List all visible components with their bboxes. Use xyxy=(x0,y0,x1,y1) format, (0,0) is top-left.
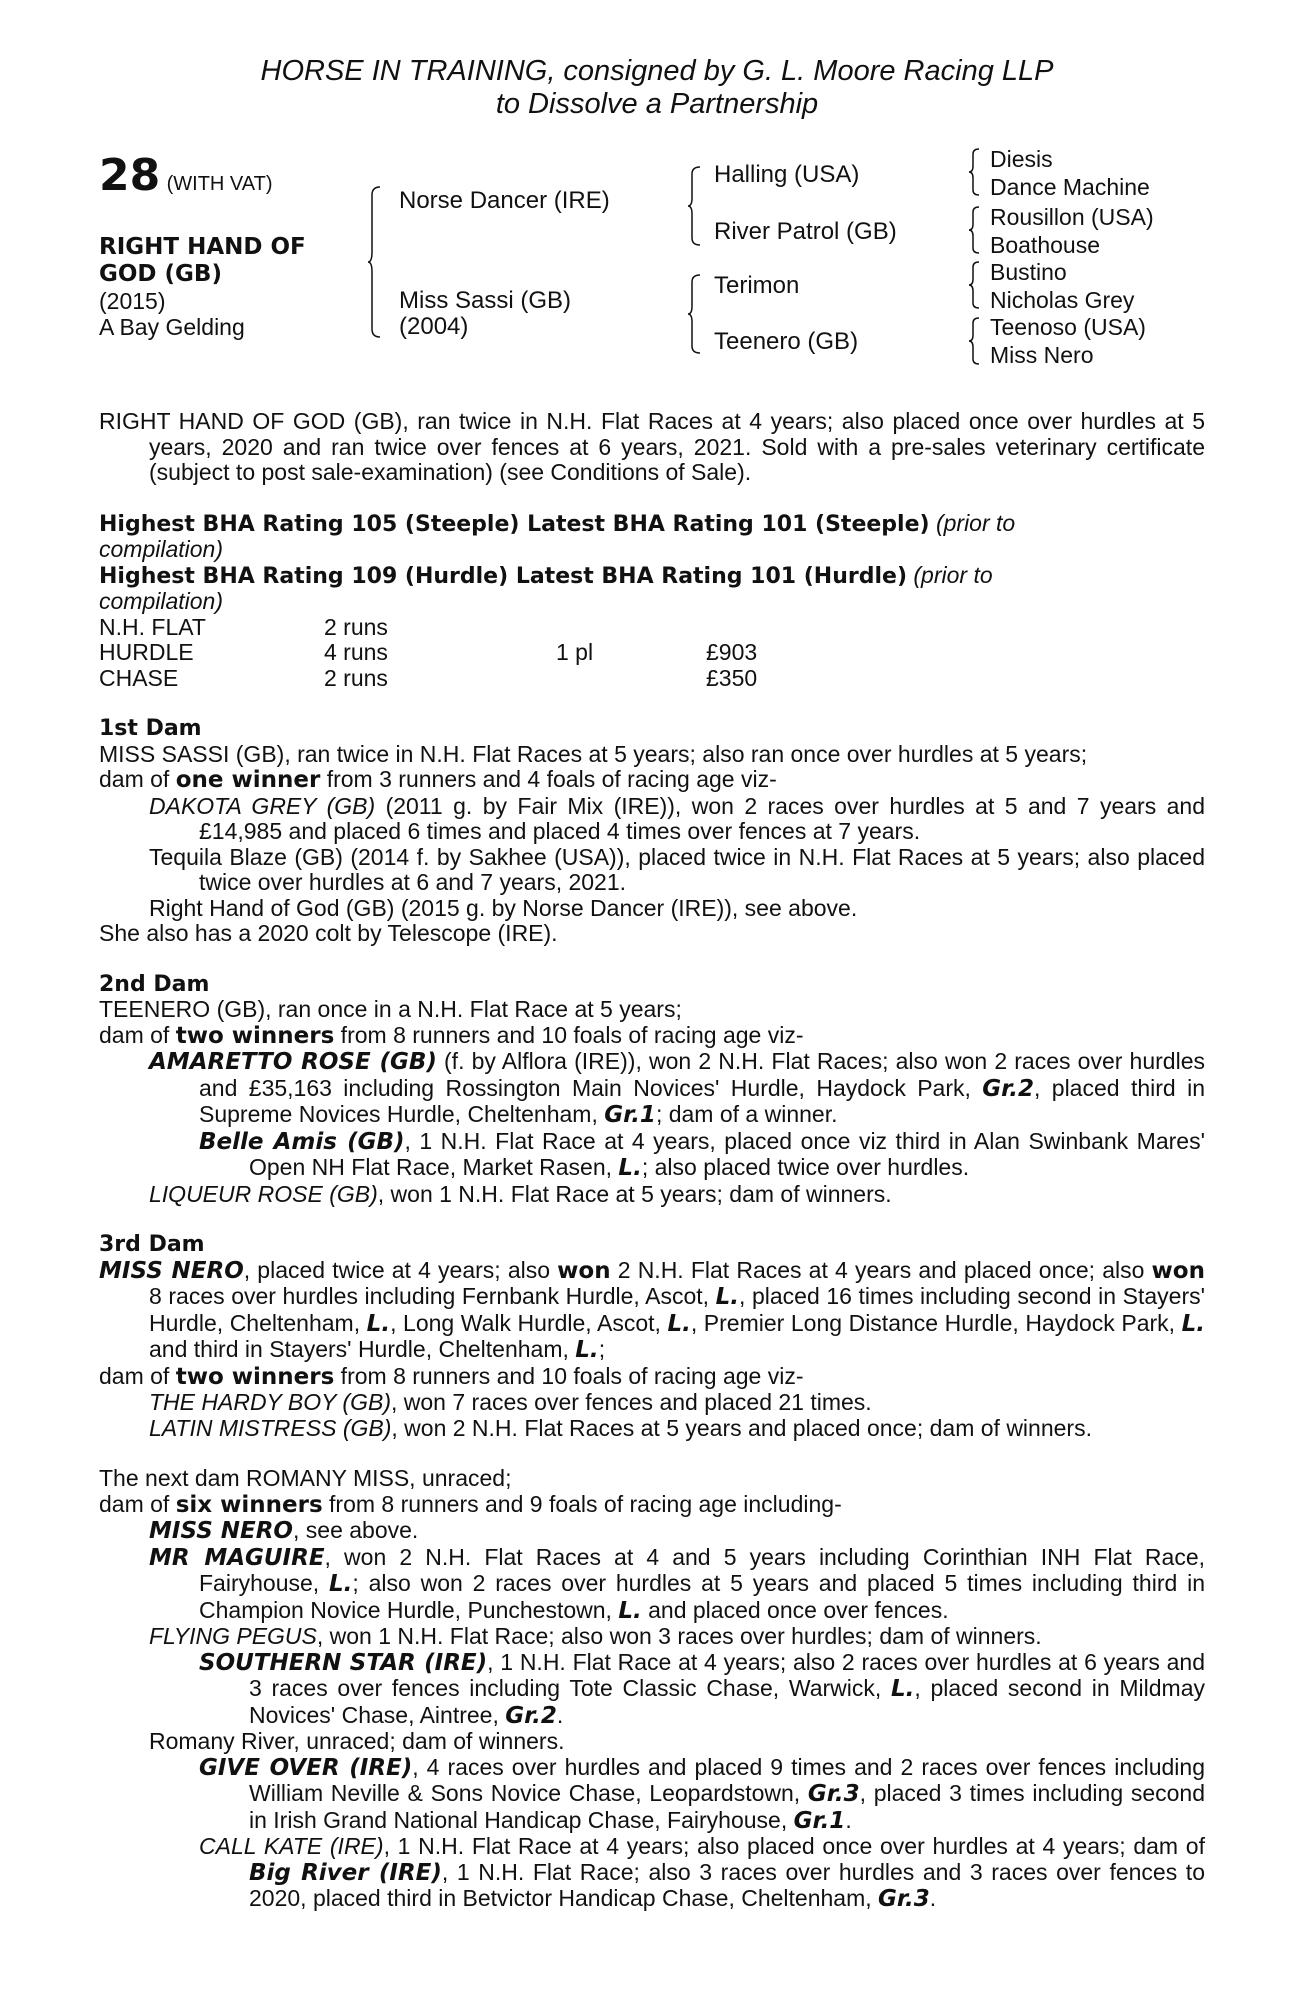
pedigree-dam-year: (2004) xyxy=(399,313,469,340)
fourth-dam-grandchild-3: CALL KATE (IRE), 1 N.H. Flat Race at 4 years; also placed once over hurdles at 4 years; dam of Big River (IRE), 1 N.H. Flat Race; also 3 races over hurdles and 3 races over fences to 2020, placed third in Betvictor Handicap Chase, Cheltenham, Gr.3. xyxy=(199,1833,1205,1912)
grandsire-bracket-1 xyxy=(969,148,981,196)
catalogue-body xyxy=(99,409,1205,1913)
first-dam-note: She also has a 2020 colt by Telescope (IRE). xyxy=(99,920,558,946)
first-dam-offspring-1: DAKOTA GREY (GB) (2011 g. by Fair Mix (IRE)), won 2 races over hurdles at 5 and 7 years and £14,985 and placed 6 times and placed 4 times over fences at 7 years. xyxy=(149,792,1205,844)
hurdle-rating-note-cont: compilation) xyxy=(99,588,223,614)
third-dam-produce: dam of two winners from 8 runners and 10 foals of racing age viz- xyxy=(99,1362,804,1390)
pedigree-dam-dam: Teenero (GB) xyxy=(714,328,859,355)
fourth-dam-offspring-1: MISS NERO, see above. xyxy=(149,1517,419,1544)
steeple-rating: Highest BHA Rating 105 (Steeple) Latest BHA Rating 101 (Steeple) xyxy=(99,511,930,537)
pedigree-dam-sire: Terimon xyxy=(714,272,800,299)
first-dam-offspring-2: Tequila Blaze (GB) (2014 f. by Sakhee (USA)), placed twice in N.H. Flat Races at 5 years; also placed twice over hurdles at 6 and 7 years, 2021. xyxy=(149,843,1205,895)
pedigree-ggs-7: Teenoso (USA) xyxy=(990,314,1146,340)
first-dam-produce: dam of one winner from 3 runners and 4 foals of racing age viz- xyxy=(99,766,777,793)
pedigree-ggs-5: Bustino xyxy=(990,259,1067,285)
grandsire-bracket-2 xyxy=(969,206,981,254)
horse-meta xyxy=(99,288,245,340)
steeple-rating-note-cont: compilation) xyxy=(99,536,223,562)
first-dam-heading: 1st Dam xyxy=(99,716,202,741)
fourth-dam-offspring-4: Romany River, unraced; dam of winners. xyxy=(149,1728,565,1754)
pedigree-sire-sire: Halling (USA) xyxy=(714,161,860,188)
pedigree-sire: Norse Dancer (IRE) xyxy=(399,187,610,214)
pedigree-ggs-1: Diesis xyxy=(990,146,1053,172)
record-type: N.H. FLAT xyxy=(99,613,206,640)
pedigree-ggs-8: Miss Nero xyxy=(990,342,1094,368)
race-record-table xyxy=(99,615,757,692)
third-dam-section xyxy=(99,1232,1205,1441)
hurdle-rating: Highest BHA Rating 109 (Hurdle) Latest BHA Rating 101 (Hurdle) xyxy=(99,563,907,589)
hurdle-rating-note: (prior to xyxy=(913,561,993,588)
second-dam-offspring-1: AMARETTO ROSE (GB) (f. by Alflora (IRE)), won 2 N.H. Flat Races; also won 2 races over hurdles and £35,163 including Rossington Main Novices' Hurdle, Haydock Park, Gr.2, placed third in Supreme Novices Hurdle, Cheltenham, Gr.1; dam of a winner. xyxy=(149,1048,1205,1128)
steeple-rating-note: (prior to xyxy=(935,509,1016,536)
catalogue-header-line1: HORSE IN TRAINING, consigned by G. L. Moore Racing LLP xyxy=(260,55,1054,87)
sire-line-bracket xyxy=(688,166,702,246)
fourth-dam-line: The next dam ROMANY MISS, unraced; xyxy=(99,1465,512,1491)
pedigree-sire-dam: River Patrol (GB) xyxy=(714,218,897,245)
record-placed xyxy=(556,615,706,641)
foaling-year: (2015) xyxy=(99,288,166,314)
pedigree-dam: Miss Sassi (GB) xyxy=(399,287,572,314)
lot-vat-label: (WITH VAT) xyxy=(166,173,273,195)
lot-number-block xyxy=(99,150,273,201)
grandsire-bracket-3 xyxy=(969,261,981,309)
table-row xyxy=(99,666,757,692)
third-dam-heading: 3rd Dam xyxy=(99,1232,205,1257)
pedigree-ggs-3: Rousillon (USA) xyxy=(990,204,1154,230)
second-dam-produce: dam of two winners from 8 runners and 10 foals of racing age viz- xyxy=(99,1021,804,1049)
horse-summary: RIGHT HAND OF GOD (GB), ran twice in N.H. Flat Races at 4 years; also placed once over hurdles at 5 years, 2020 and ran twice over fences at 6 years, 2021. Sold with a pre-sales veterinary certificate (subject to post sale-examination) (see Conditions of Sale). xyxy=(99,408,1205,485)
table-row xyxy=(99,615,757,641)
record-runs: 4 runs xyxy=(324,639,388,665)
first-dam-section xyxy=(99,716,1205,947)
record-type: HURDLE xyxy=(99,639,194,665)
second-dam-heading: 2nd Dam xyxy=(99,971,210,997)
pedigree-ggs-6: Nicholas Grey xyxy=(990,287,1135,313)
horse-description: A Bay Gelding xyxy=(99,314,245,340)
record-placed xyxy=(556,666,706,692)
record-prize: £903 xyxy=(706,639,758,665)
lot-number: 28 xyxy=(99,150,161,201)
sire-dam-bracket xyxy=(368,186,382,338)
table-row xyxy=(99,640,757,666)
record-runs: 2 runs xyxy=(324,613,388,640)
record-runs: 2 runs xyxy=(324,664,388,691)
third-dam-offspring-2: LATIN MISTRESS (GB), won 2 N.H. Flat Races at 5 years and placed once; dam of winners. xyxy=(149,1414,1092,1441)
first-dam-offspring-3: Right Hand of God (GB) (2015 g. by Norse Dancer (IRE)), see above. xyxy=(149,894,858,921)
pedigree-ggs-2: Dance Machine xyxy=(990,174,1150,200)
second-dam-line: TEENERO (GB), ran once in a N.H. Flat Race at 5 years; xyxy=(99,996,682,1022)
record-placed: 1 pl xyxy=(556,639,594,665)
pedigree-ggs-4: Boathouse xyxy=(990,232,1100,258)
dam-line-bracket xyxy=(688,274,702,354)
fourth-dam-offspring-2: MR MAGUIRE, won 2 N.H. Flat Races at 4 and 5 years including Corinthian INH Flat Race, Fairyhouse, L.; also won 2 races over hurdles at 5 years and placed 5 times including third in Champion Novice Hurdle, Punchestown, L. and placed once over fences. xyxy=(149,1543,1205,1624)
record-prize: £350 xyxy=(706,664,758,691)
fourth-dam-produce: dam of six winners from 8 runners and 9 foals of racing age including- xyxy=(99,1490,842,1518)
record-prize xyxy=(706,615,757,641)
catalogue-header-line2: to Dissolve a Partnership xyxy=(495,88,819,120)
fourth-dam-grandchild-1: SOUTHERN STAR (IRE), 1 N.H. Flat Race at 4 years; also 2 races over hurdles at 6 years and 3 races over fences including Tote Classic Chase, Warwick, L., placed second in Mildmay Novices' Chase, Aintree, Gr.2. xyxy=(199,1648,1205,1729)
fourth-dam-section xyxy=(99,1466,1205,1913)
second-dam-grandchild-1: Belle Amis (GB), 1 N.H. Flat Race at 4 years, placed once viz third in Alan Swinbank Mares' Open NH Flat Race, Market Rasen, L.; also placed twice over hurdles. xyxy=(199,1127,1205,1181)
third-dam-offspring-1: THE HARDY BOY (GB), won 7 races over fences and placed 21 times. xyxy=(149,1389,872,1415)
second-dam-offspring-2: LIQUEUR ROSE (GB), won 1 N.H. Flat Race at 5 years; dam of winners. xyxy=(149,1180,892,1207)
second-dam-section xyxy=(99,972,1205,1208)
ratings-block xyxy=(99,511,1205,615)
record-type: CHASE xyxy=(99,664,179,691)
horse-name: RIGHT HAND OF GOD (GB) xyxy=(99,234,306,287)
first-dam-line: MISS SASSI (GB), ran twice in N.H. Flat Races at 5 years; also ran once over hurdles at 5 years; xyxy=(99,740,1088,767)
grandsire-bracket-4 xyxy=(969,317,981,365)
third-dam-line: MISS NERO, placed twice at 4 years; also won 2 N.H. Flat Races at 4 years and placed once; also won 8 races over hurdles including Fernbank Hurdle, Ascot, L., placed 16 times including second in Stayers' Hurdle, Cheltenham, L., Long Walk Hurdle, Ascot, L., Premier Long Distance Hurdle, Haydock Park, L. and third in Stayers' Hurdle, Cheltenham, L.; xyxy=(99,1256,1205,1363)
fourth-dam-grandchild-2: GIVE OVER (IRE), 4 races over hurdles and placed 9 times and 2 races over fences including William Neville & Sons Novice Chase, Leopardstown, Gr.3, placed 3 times including second in Irish Grand National Handicap Chase, Fairyhouse, Gr.1. xyxy=(199,1753,1205,1834)
fourth-dam-offspring-3: FLYING PEGUS, won 1 N.H. Flat Race; also won 3 races over hurdles; dam of winners. xyxy=(149,1623,1042,1649)
